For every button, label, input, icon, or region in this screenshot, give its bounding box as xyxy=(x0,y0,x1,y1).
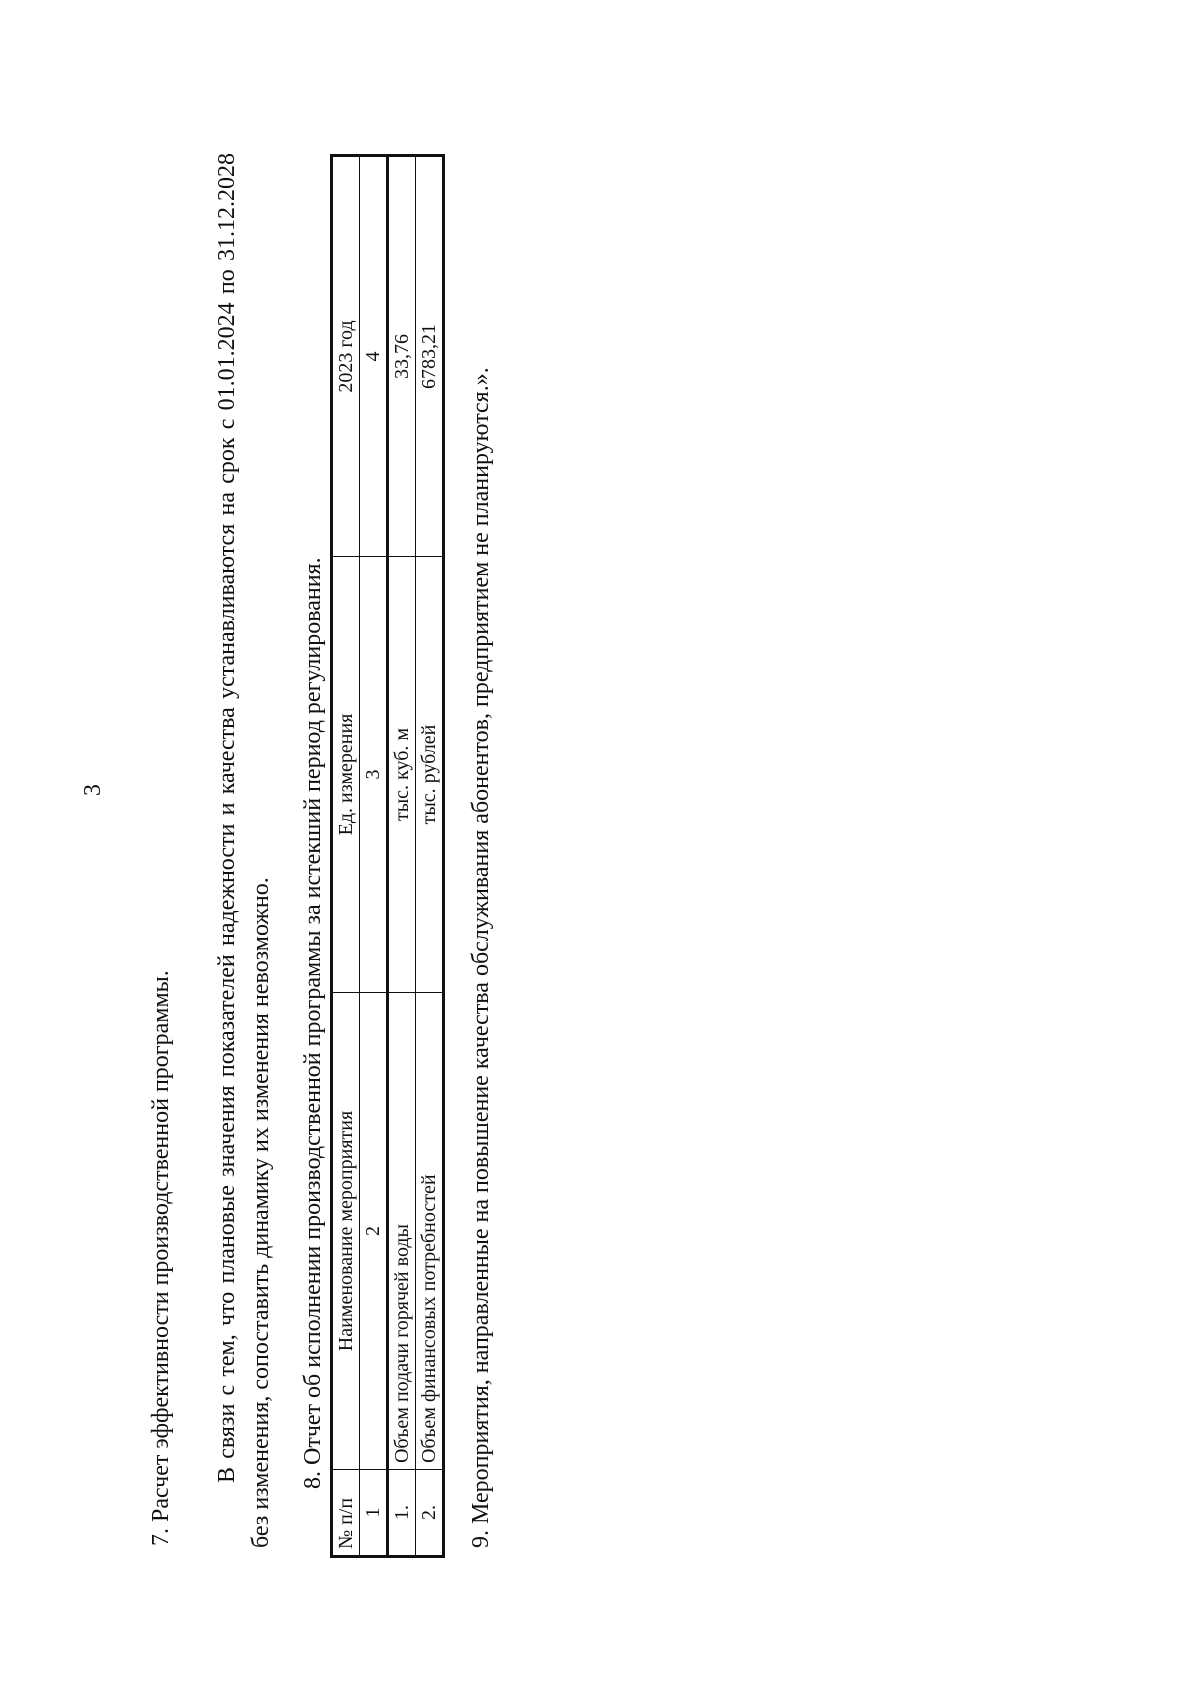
column-number-4: 4 xyxy=(360,156,388,557)
table-row xyxy=(388,156,416,1557)
header-unit: Ед. измерения xyxy=(332,556,360,992)
row-num: 1. xyxy=(388,1470,416,1557)
table-row xyxy=(416,156,444,1557)
column-number-3: 3 xyxy=(360,556,388,992)
page-number: 3 xyxy=(80,784,106,796)
table-header-row xyxy=(332,156,360,1557)
column-number-2: 2 xyxy=(360,992,388,1469)
section-7-paragraph: В связи с тем, что плановые значения показателей надежности и качества устанавливаются на срок с 01.01.2024 по 31.12.2028 без изменения, сопоставить динамику их изменения невозможно. xyxy=(214,153,274,1548)
row-name: Объем подачи горячей воды xyxy=(388,992,416,1469)
row-value: 33,76 xyxy=(388,156,416,557)
section-9-text: 9. Мероприятия, направленные на повышение качества обслуживания абонентов, предприятием не планируются.». xyxy=(468,367,494,1548)
row-value: 6783,21 xyxy=(416,156,444,557)
header-name: Наименование мероприятия xyxy=(332,992,360,1469)
header-num: № п/п xyxy=(332,1470,360,1557)
section-7-title: 7. Расчет эффективности производственной программы. xyxy=(148,970,174,1546)
row-unit: тыс. куб. м xyxy=(388,556,416,992)
report-table xyxy=(330,154,445,1558)
row-unit: тыс. рублей xyxy=(416,556,444,992)
header-year: 2023 год xyxy=(332,156,360,557)
table-column-numbers-row xyxy=(360,156,388,1557)
row-num: 2. xyxy=(416,1470,444,1557)
column-number-1: 1 xyxy=(360,1470,388,1557)
row-name: Объем финансовых потребностей xyxy=(416,992,444,1469)
section-8-caption: 8. Отчет об исполнении производственной программы за истекший период регулирования. xyxy=(300,557,326,1489)
